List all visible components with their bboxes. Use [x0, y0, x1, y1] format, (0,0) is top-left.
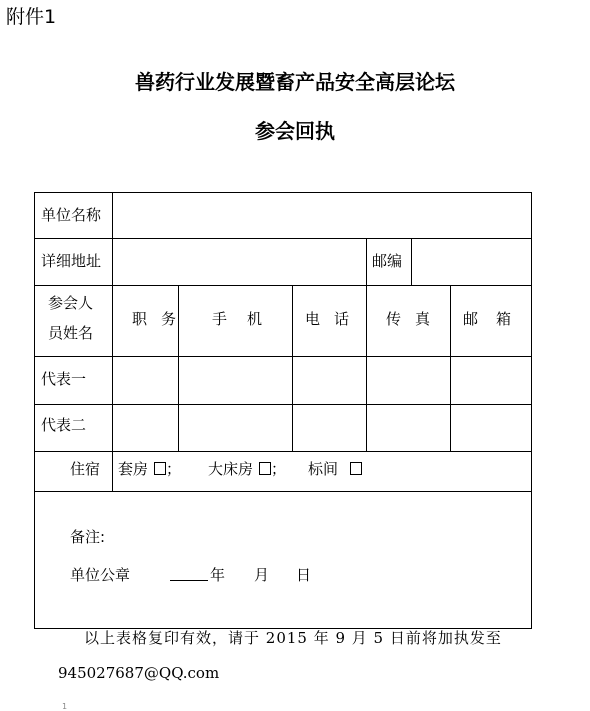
col-position: 职务	[132, 310, 191, 328]
option-label: 大床房	[208, 460, 254, 478]
lodging-option-suite[interactable]: 套房 ；	[118, 460, 182, 478]
page-number: 1	[62, 702, 68, 711]
year-label: 年	[210, 566, 226, 584]
remarks-label: 备注:	[70, 528, 106, 546]
document-subtitle: 参会回执	[255, 119, 335, 143]
postcode-label: 邮编	[372, 252, 403, 270]
month-label: 月	[254, 566, 270, 584]
option-label: 标间	[308, 460, 339, 478]
lodging-option-standard[interactable]	[308, 458, 362, 479]
representative-1-label: 代表一	[41, 370, 87, 388]
representative-2-label: 代表二	[41, 416, 87, 434]
attendee-label-line1: 参会人	[48, 294, 94, 312]
col-phone: 电话	[305, 310, 364, 328]
lodging-label: 住宿	[70, 460, 101, 478]
option-label: 套房	[118, 460, 149, 478]
address-label: 详细地址	[41, 252, 102, 270]
document-title: 兽药行业发展暨畜产品安全高层论坛	[135, 70, 455, 94]
seal-label: 单位公章	[70, 566, 131, 584]
unit-name-label: 单位名称	[41, 206, 102, 224]
lodging-option-double[interactable]: 大床房 ；	[208, 460, 287, 478]
attachment-label: 附件1	[6, 6, 57, 28]
col-fax: 传真	[386, 310, 445, 328]
checkbox-icon[interactable]	[154, 462, 166, 475]
day-label: 日	[296, 566, 312, 584]
footer-email: 945027687@QQ.com	[58, 664, 220, 682]
checkbox-icon[interactable]	[350, 462, 362, 475]
footer-instruction: 以上表格复印有效，请于 2015 年 9 月 5 日前将加执发至	[84, 629, 502, 647]
col-mobile: 手机	[212, 310, 283, 328]
checkbox-icon[interactable]	[259, 462, 271, 475]
attendee-label-line2: 员姓名	[48, 324, 94, 342]
year-blank[interactable]	[170, 580, 208, 581]
col-email: 邮箱	[463, 310, 530, 328]
